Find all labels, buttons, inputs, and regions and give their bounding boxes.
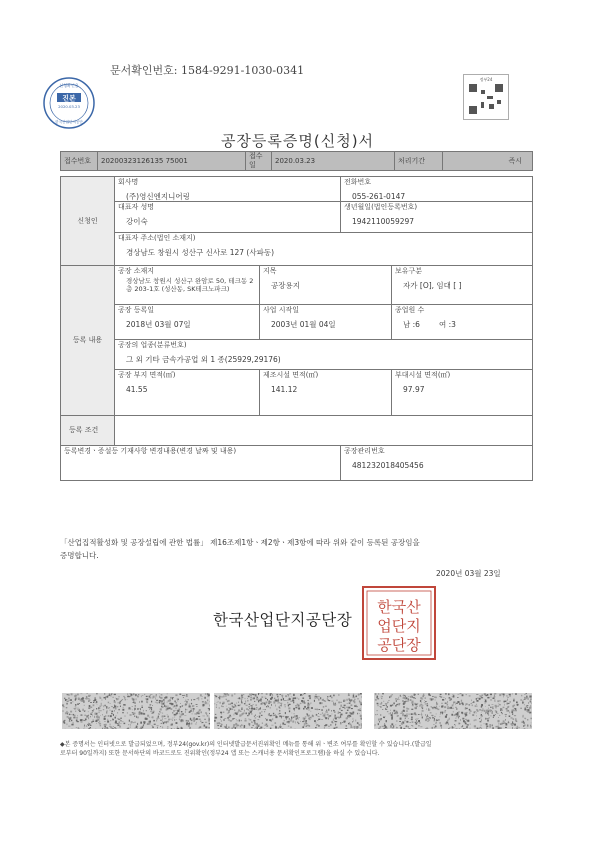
receipt-no-label: 접수번호	[61, 152, 98, 171]
gov24-qr-mark	[463, 74, 509, 120]
phone-label: 전화번호	[344, 178, 372, 186]
land-type-value: 공장용지	[271, 281, 300, 290]
doc-check-value: 1584-9291-1030-0341	[180, 64, 305, 77]
receipt-date-label: 접수일	[246, 152, 272, 171]
legal-line-1: 「산업집적활성화 및 공장설립에 관한 법률」 제16조제1항ㆍ제2항ㆍ제3항에 따라 위와 같이 등록된 공장임을	[60, 538, 420, 547]
official-stamp	[360, 584, 438, 662]
applicant-section-label: 신청인	[61, 177, 115, 266]
address-label: 대표자 주소(법인 소재지)	[118, 234, 196, 242]
security-pattern-2	[214, 693, 362, 729]
seal-bottom-text: 한국산업단지공단	[55, 120, 83, 124]
page-title: 공장등록증명(신청)서	[220, 132, 375, 150]
employees-label: 종업원 수	[395, 306, 425, 314]
ownership-label: 보유구분	[395, 267, 423, 275]
issuing-organization: 한국산업단지공단장	[213, 611, 353, 629]
reg-date-label: 공장 등록일	[118, 306, 155, 314]
stamp-line-1: 한국산	[377, 598, 421, 616]
footer-notice	[60, 740, 540, 758]
land-type-label: 지목	[263, 267, 277, 275]
birth-label: 생년월일(법인등록번호)	[344, 203, 418, 211]
security-pattern-1	[62, 693, 210, 729]
factory-location-label: 공장 소재지	[118, 267, 155, 275]
biz-start-label: 사업 시작일	[263, 306, 300, 314]
receipt-date-value: 2020.03.23	[272, 152, 395, 171]
footer-line-2: 로부터 90일까지) 또한 문서하단의 바코드로도 진위확인(정부24 앱 또는 스캐너용 문서확인프로그램)을 하실 수 있습니다.	[60, 750, 380, 757]
security-pattern-3	[374, 693, 532, 729]
ceo-value: 강이숙	[126, 217, 148, 226]
mgmt-no-value: 481232018405456	[352, 461, 424, 470]
registration-form-table	[60, 176, 533, 481]
seal-date-text: 2020.03.23	[58, 104, 80, 109]
footer-line-1: ◆본 증명서는 인터넷으로 발급되었으며, 정부24(gov.kr)의 인터넷발급문서진위확인 메뉴를 통해 위ㆍ변조 여부를 확인할 수 있습니다.(발급일	[60, 741, 432, 748]
company-label: 회사명	[118, 178, 139, 186]
site-area-label: 공장 부지 면적(㎡)	[118, 371, 176, 379]
birth-value: 1942110059297	[352, 217, 415, 226]
mgmt-no-label: 공장관리번호	[344, 447, 385, 455]
aux-area-label: 부대시설 면적(㎡)	[395, 371, 451, 379]
registration-section-label: 등록 내용	[61, 266, 115, 416]
company-value: (주)영신엔지니어링	[126, 192, 190, 201]
qr-label: 정부24	[479, 77, 493, 82]
industry-label: 공장의 업종(분류번호)	[118, 341, 187, 349]
seal-top-text: 신청확인용	[59, 83, 79, 88]
conditions-value	[115, 416, 533, 446]
ownership-value: 자가 [O], 임대 [ ]	[403, 281, 462, 290]
doc-check-label: 문서확인번호	[110, 64, 174, 77]
biz-start-value: 2003년 01월 04일	[271, 320, 336, 329]
employees-value: 남 :6 여 :3	[403, 320, 456, 329]
mfg-area-value: 141.12	[271, 385, 298, 394]
industry-value: 그 외 기타 금속가공업 외 1 종(25929,29176)	[126, 355, 281, 364]
conditions-label: 등록 조건	[61, 416, 115, 446]
address-value: 경상남도 창원시 성산구 신사로 127 (사파동)	[126, 248, 275, 257]
issue-date: 2020년 03월 23일	[436, 569, 501, 578]
ceo-label: 대표자 성명	[118, 203, 155, 211]
processing-label: 처리기간	[395, 152, 443, 171]
receipt-header-row	[60, 151, 533, 171]
processing-value: 즉시	[443, 152, 533, 171]
stamp-line-2: 업단지	[377, 617, 421, 635]
reg-date-value: 2018년 03월 07일	[126, 320, 191, 329]
legal-line-2: 증명합니다.	[60, 551, 99, 560]
mfg-area-label: 제조시설 면적(㎡)	[263, 371, 319, 379]
receipt-no-value: 20200323126135 75001	[98, 152, 246, 171]
site-area-value: 41.55	[126, 385, 148, 394]
aux-area-value: 97.97	[403, 385, 425, 394]
phone-value: 055-261-0147	[352, 192, 406, 201]
authenticity-seal	[42, 76, 96, 130]
changes-label: 등록변경ㆍ증설등 기재사항 변경내용(변경 날짜 및 내용)	[64, 447, 237, 455]
doc-check-number: 문서확인번호: 1584-9291-1030-0341	[110, 64, 305, 77]
factory-location-value: 경상남도 창원시 성산구 완암로 50, 테크동 2층 203-1호 (성산동, SK테크노파크)	[126, 277, 254, 293]
stamp-line-3: 공단장	[377, 636, 421, 654]
seal-main-text: 진본	[62, 94, 76, 103]
legal-statement	[60, 536, 530, 562]
